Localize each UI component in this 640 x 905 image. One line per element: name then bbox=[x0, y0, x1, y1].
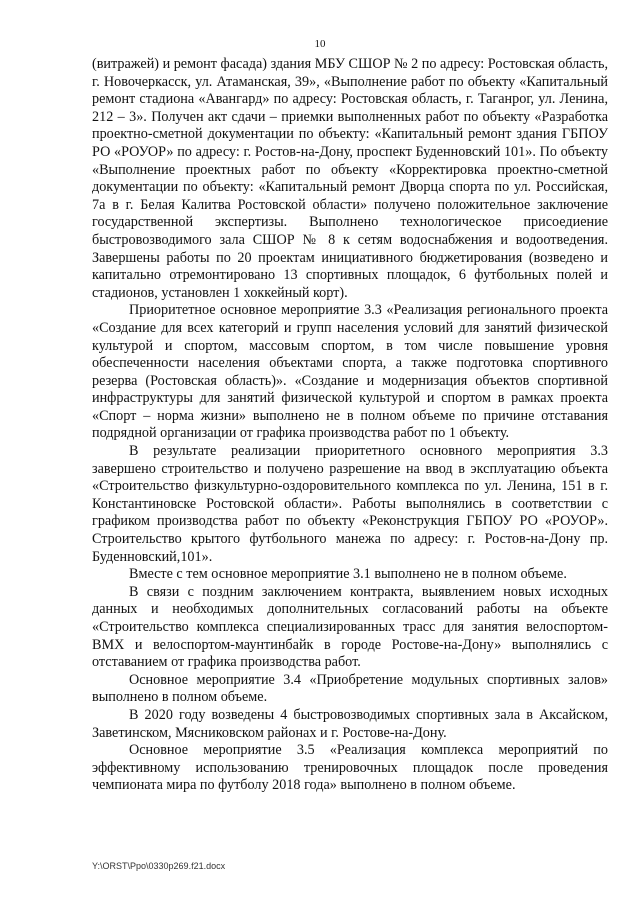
paragraph: Приоритетное основное мероприятие 3.3 «Реализация регионального проекта «Создание для всех категорий и групп населения условий для занятий физической культурой и спортом, массовым спортом, в том числе повышение уровня обеспеченности населения объектами спорта, а также подготовка спортивного резерва (Ростовская область)». «Создание и модернизация объектов спортивной инфраструктуры для занятий физической культурой и спортом в рамках проекта «Спорт – норма жизни» выполнено не в полном объеме по причине отставания подрядной организации от графика производства работ по 1 объекту. bbox=[92, 302, 608, 442]
document-body bbox=[92, 56, 608, 795]
paragraph: В 2020 году возведены 4 быстровозводимых спортивных зала в Аксайском, Заветинском, Мясниковском районах и г. Ростове-на-Дону. bbox=[92, 706, 608, 741]
paragraph: Основное мероприятие 3.4 «Приобретение модульных спортивных залов» выполнено в полном объеме. bbox=[92, 671, 608, 706]
paragraph: (витражей) и ремонт фасада) здания МБУ СШОР № 2 по адресу: Ростовская область, г. Новочеркасск, ул. Атаманская, 39», «Выполнение работ по объекту «Капитальный ремонт стадиона «Авангард» по адресу: Ростовская область, г. Таганрог, ул. Ленина, 212 – 3». Получен акт сдачи – приемки выполненных работ по объекту «Разработка проектно-сметной документации по объекту: «Капитальный ремонт здания ГБПОУ РО «РОУОР» по адресу: г. Ростов-на-Дону, проспект Буденновский 101». По объекту «Выполнение проектных работ по объекту «Корректировка проектно-сметной документации по объекту: «Капитальный ремонт Дворца спорта по ул. Российская, 7а в г. Белая Калитва Ростовской области» получено положительное заключение государственной экспертизы. Выполнено технологическое присоедиение быстровозводимого зала СШОР № 8 к сетям водоснабжения и водоотведения. Завершены работы по 20 проектам инициативного бюджетирования (возведено и капитально отремонтировано 13 спортивных площадок, 6 футбольных полей и стадионов, установлен 1 хоккейный корт). bbox=[92, 56, 608, 301]
paragraph: Вместе с тем основное мероприятие 3.1 выполнено не в полном объеме. bbox=[129, 566, 567, 583]
footer-file-path: Y:\ORST\Ppo\0330p269.f21.docx bbox=[92, 861, 226, 871]
paragraph: В связи с поздним заключением контракта, выявлением новых исходных данных и необходимых дополнительных согласований работы на объекте «Строительство комплекса специализированных трасс для занятия велоспортом-ВМХ и велоспортом-маунтинбайк в городе Ростове-на-Дону» выполнялись с отставанием от графика производства работ. bbox=[92, 583, 608, 671]
page-number: 10 bbox=[314, 38, 326, 50]
paragraph: В результате реализации приоритетного основного мероприятия 3.3 завершено строительство и получено разрешение на ввод в эксплуатацию объекта «Строительство физкультурно-оздоровительного комплекса по ул. Ленина, 151 в г. Константиновске Ростовской области». Работы выполнялись в соответствии с графиком производства работ по объекту «Реконструкция ГБПОУ РО «РОУОР». Строительство крытого футбольного манежа по адресу: г. Ростов-на-Дону пр. Буденновский,101». bbox=[92, 443, 608, 565]
paragraph: Основное мероприятие 3.5 «Реализация комплекса мероприятий по эффективному использованию тренировочных площадок после проведения чемпионата мира по футболу 2018 года» выполнено в полном объеме. bbox=[92, 742, 608, 794]
